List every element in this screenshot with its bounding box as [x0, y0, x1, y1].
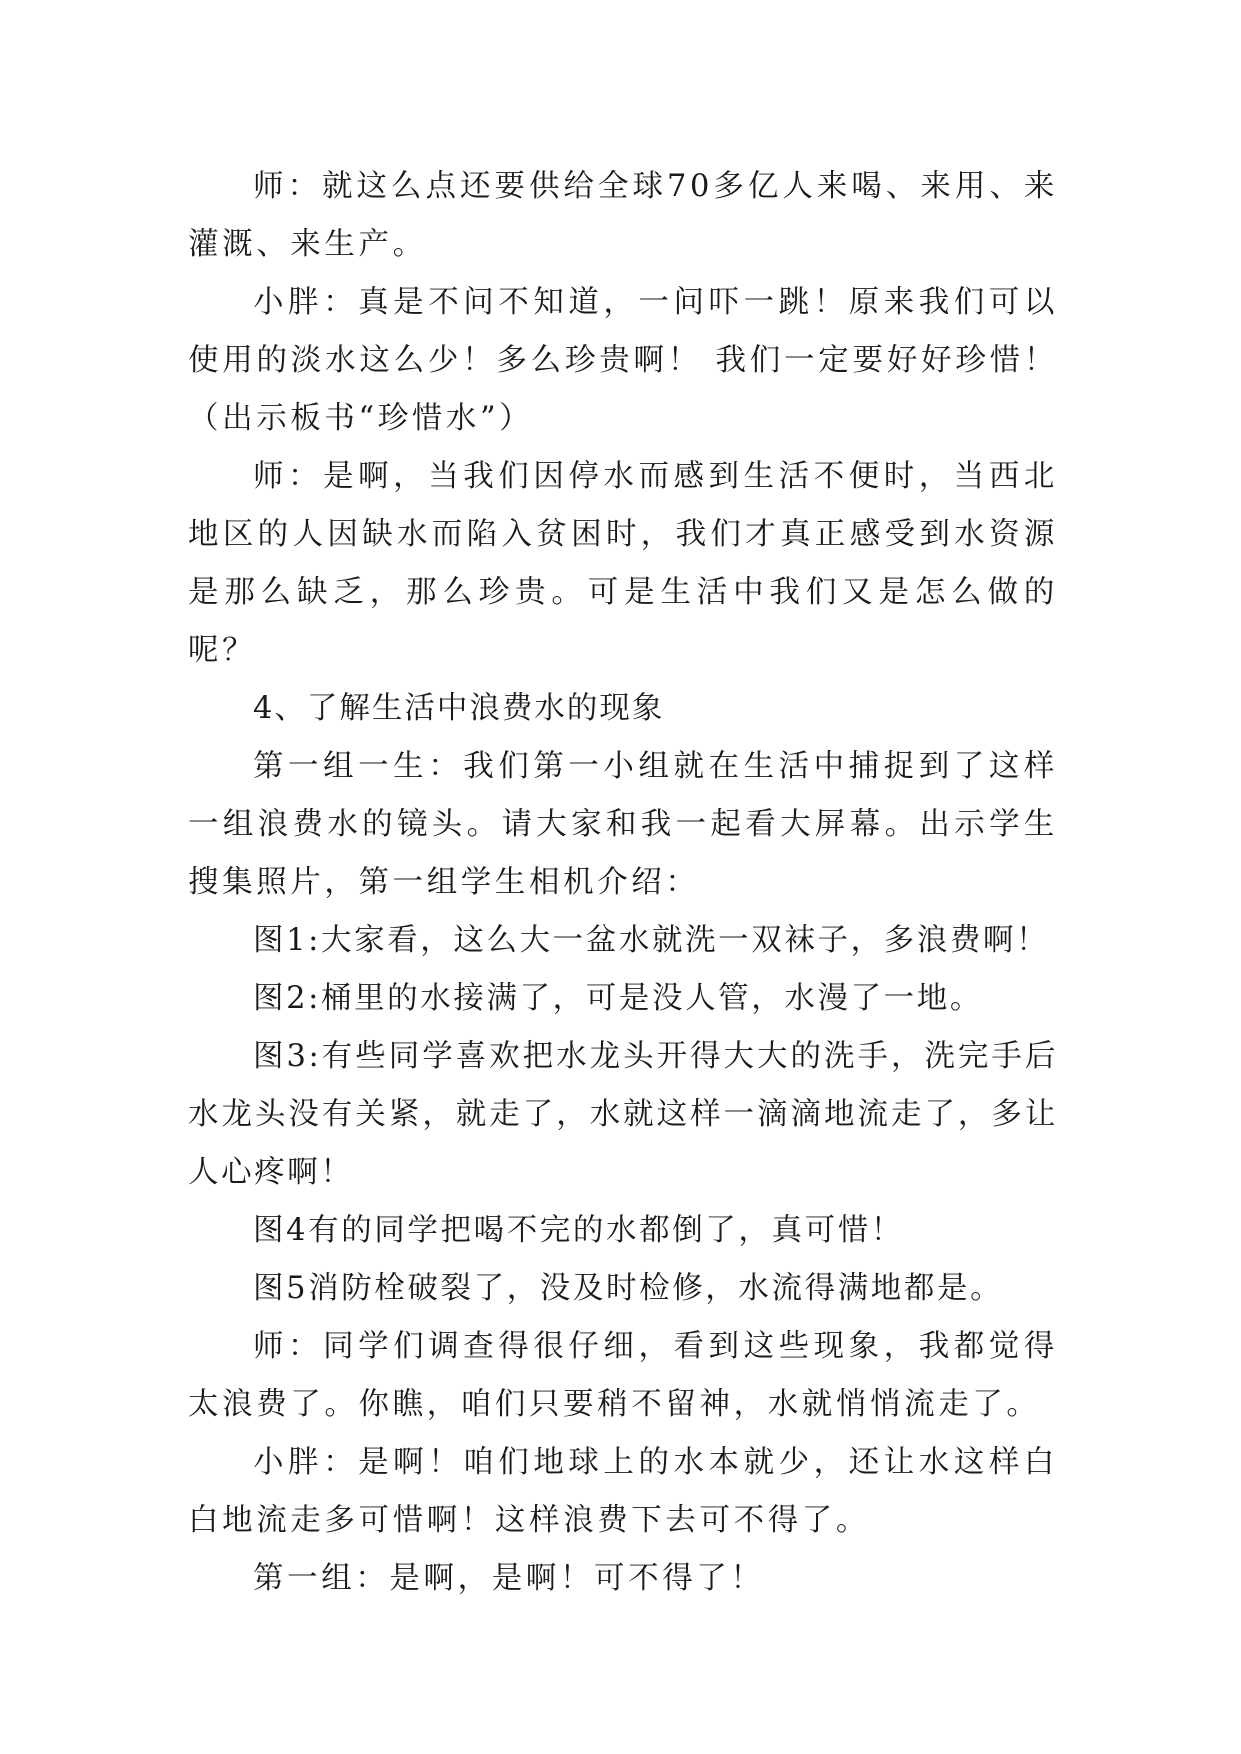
paragraph-teacher-water-supply: 师：就这么点还要供给全球70多亿人来喝、来用、来灌溉、来生产。 [188, 169, 1058, 262]
paragraph-figure-2: 图2:桶里的水接满了，可是没人管，水漫了一地。 [253, 981, 983, 1016]
document-page [188, 158, 1058, 1608]
paragraph-figure-3: 图3:有些同学喜欢把水龙头开得大大的洗手，洗完手后水龙头没有关紧，就走了，水就这样一滴滴地流走了，多让人心疼啊！ [188, 1039, 1058, 1190]
paragraph-figure-5: 图5消防栓破裂了，没及时检修，水流得满地都是。 [253, 1271, 1004, 1306]
paragraph-teacher-observation: 师：同学们调查得很仔细，看到这些现象，我都觉得太浪费了。你瞧，咱们只要稍不留神，水就悄悄流走了。 [188, 1329, 1058, 1422]
section-heading-waste-phenomena: 4、了解生活中浪费水的现象 [253, 691, 665, 726]
paragraph-group-one-student: 第一组一生：我们第一小组就在生活中捕捉到了这样一组浪费水的镜头。请大家和我一起看大屏幕。出示学生搜集照片，第一组学生相机介绍： [188, 749, 1058, 900]
paragraph-xiaopang-cherish-water: 小胖：真是不问不知道，一问吓一跳！原来我们可以使用的淡水这么少！多么珍贵啊！ 我们一定要好好珍惜！（出示板书“珍惜水”） [188, 285, 1058, 436]
paragraph-figure-1: 图1:大家看，这么大一盆水就洗一双袜子，多浪费啊！ [253, 923, 1050, 958]
paragraph-figure-4: 图4有的同学把喝不完的水都倒了，真可惜！ [253, 1213, 904, 1248]
paragraph-teacher-water-shortage: 师：是啊，当我们因停水而感到生活不便时，当西北地区的人因缺水而陷入贫困时，我们才真正感受到水资源是那么缺乏，那么珍贵。可是生活中我们又是怎么做的呢？ [188, 459, 1058, 668]
paragraph-group-one-reply: 第一组：是啊，是啊！可不得了！ [253, 1561, 765, 1596]
paragraph-xiaopang-pity: 小胖：是啊！咱们地球上的水本就少，还让水这样白白地流走多可惜啊！这样浪费下去可不得了。 [188, 1445, 1058, 1538]
